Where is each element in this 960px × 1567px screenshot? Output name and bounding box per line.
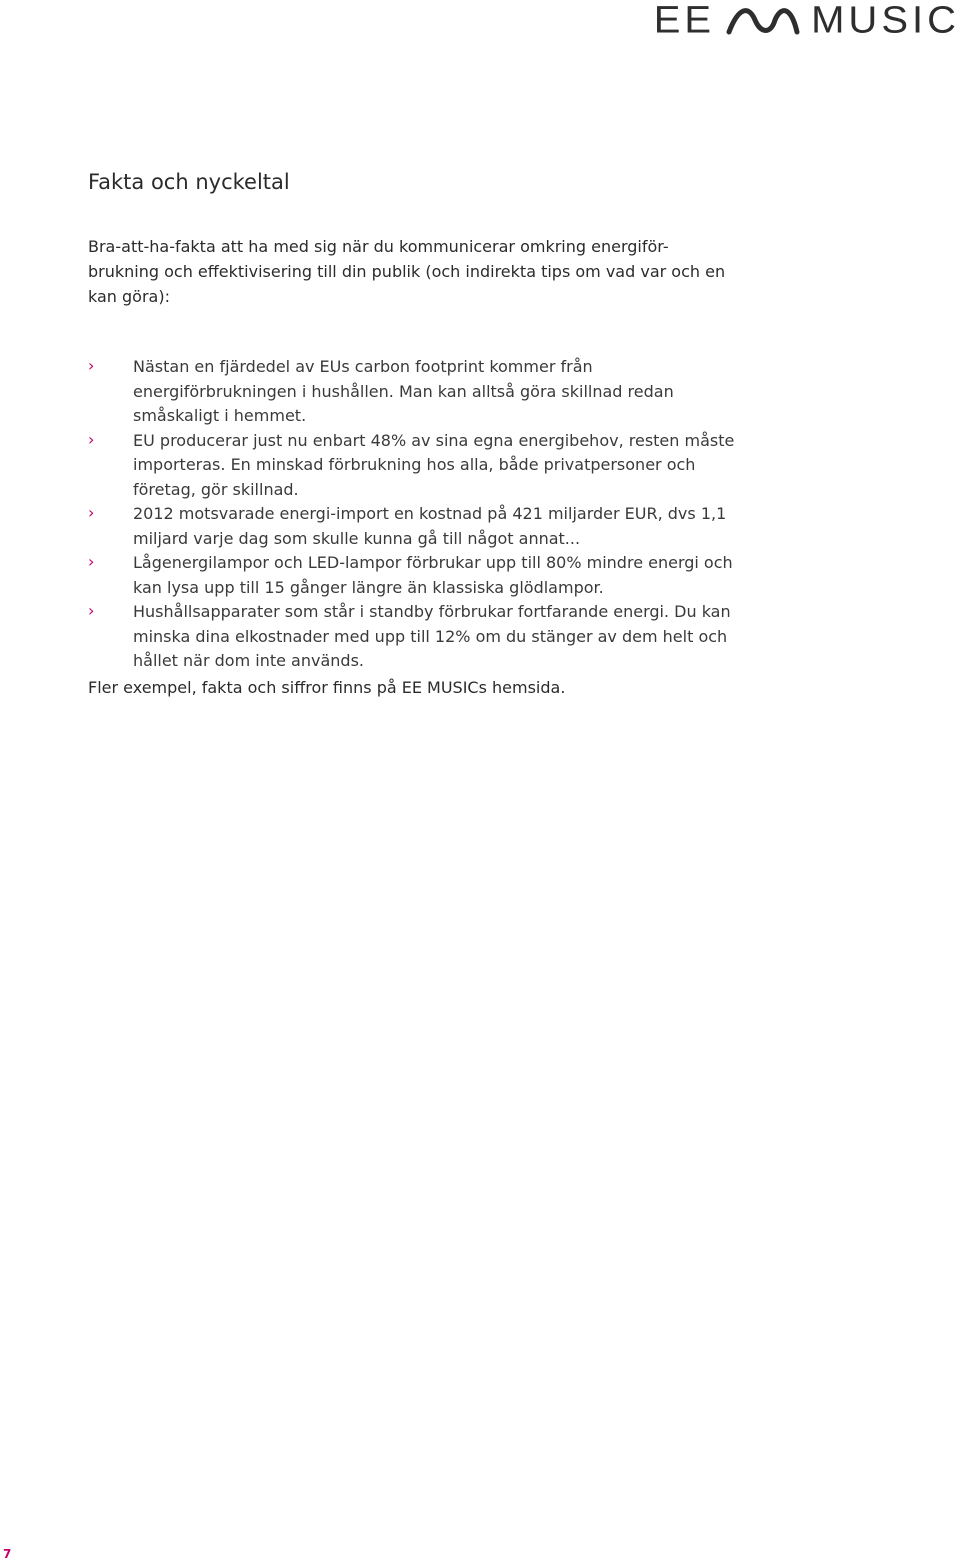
list-item	[88, 429, 748, 503]
fact-text: EU producerar just nu enbart 48% av sina egna energibehov, resten måste importeras. En minskad förbrukning hos alla, både privatpersoner och företag, gör skillnad.	[133, 430, 735, 499]
facts-list	[88, 355, 748, 674]
page-title: Fakta och nyckeltal	[88, 170, 290, 194]
fact-text: Hushållsapparater som står i standby förbrukar fortfarande energi. Du kan minska dina elkostnader med upp till 12% om du stänger av dem helt och hållet när dom inte används.	[133, 602, 731, 670]
chevron-right-icon: ›	[88, 356, 95, 375]
chevron-right-icon: ›	[88, 429, 95, 449]
logo-text-left: EE	[653, 0, 716, 41]
fact-text: Lågenergilampor och LED-lampor förbrukar upp till 80% mindre energi och kan lysa upp till 15 gånger längre än klassiska glödlampor.	[133, 553, 733, 597]
chevron-right-icon: ›	[88, 552, 95, 571]
wave-icon	[725, 2, 801, 38]
list-item	[88, 551, 748, 600]
fact-text: Nästan en fjärdedel av EUs carbon footprint kommer från energiförbrukningen i hushållen. Man kan alltså göra skillnad redan småskaligt i hemmet.	[133, 357, 674, 425]
list-item	[88, 355, 748, 429]
outro-paragraph: Fler exempel, fakta och siffror finns på EE MUSICs hemsida.	[88, 678, 566, 697]
list-item	[88, 600, 748, 674]
ee-music-logo	[654, 0, 960, 40]
fact-text: 2012 motsvarade energi-import en kostnad på 421 miljarder EUR, dvs 1,1 miljard varje dag som skulle kunna gå till något annat...	[133, 504, 727, 548]
intro-paragraph: Bra-att-ha-fakta att ha med sig när du kommunicerar omkring energiför-brukning och effektivisering till din publik (och indirekta tips om vad var och en kan göra):	[88, 237, 726, 306]
chevron-right-icon: ›	[88, 503, 95, 522]
page-number: 7	[3, 1547, 12, 1561]
logo-text-right: MUSIC	[811, 0, 960, 41]
list-item	[88, 502, 748, 551]
chevron-right-icon: ›	[88, 601, 95, 620]
